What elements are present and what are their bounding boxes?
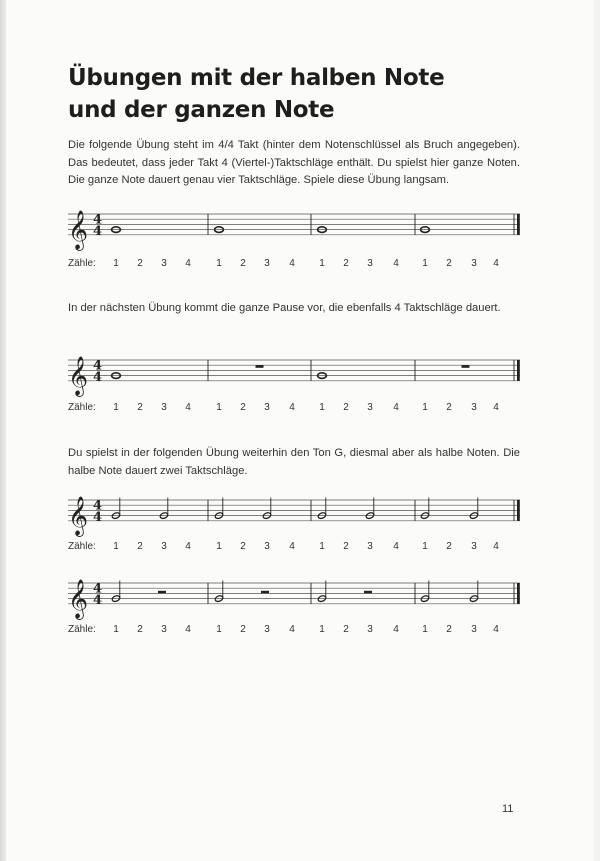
beat-number: 4 — [493, 258, 499, 269]
beat-number: 1 — [319, 624, 325, 635]
beat-number: 3 — [471, 624, 477, 635]
beat-number: 1 — [422, 541, 428, 552]
beat-number: 1 — [113, 624, 119, 635]
beat-number: 1 — [422, 624, 428, 635]
beat-number: 2 — [343, 402, 349, 413]
beat-number: 4 — [185, 624, 191, 635]
whole-rest — [256, 365, 264, 368]
final-bar-thick — [517, 214, 520, 235]
beat-number: 1 — [113, 258, 119, 269]
beat-number: 4 — [185, 541, 191, 552]
beat-number: 3 — [264, 541, 270, 552]
time-signature-top: 4 — [93, 212, 103, 228]
final-bar-thick — [517, 360, 520, 381]
beat-number: 1 — [319, 541, 325, 552]
count-label: Zähle: — [68, 258, 96, 269]
beat-number: 2 — [137, 258, 143, 269]
beat-number: 4 — [493, 624, 499, 635]
beat-number: 3 — [367, 541, 373, 552]
count-row — [0, 541, 600, 555]
beat-number: 1 — [319, 402, 325, 413]
beat-number: 3 — [264, 402, 270, 413]
beat-number: 1 — [216, 258, 222, 269]
beat-number: 2 — [446, 402, 452, 413]
beat-number: 2 — [137, 624, 143, 635]
beat-number: 1 — [113, 541, 119, 552]
title-line-1: Übungen mit der halben Note — [68, 65, 445, 91]
beat-number: 1 — [216, 541, 222, 552]
count-label: Zähle: — [68, 624, 96, 635]
beat-number: 4 — [393, 402, 399, 413]
beat-number: 1 — [216, 624, 222, 635]
treble-clef-icon: 𝄞 — [68, 578, 89, 619]
count-row — [0, 402, 600, 416]
beat-number: 2 — [446, 258, 452, 269]
beat-number: 3 — [161, 541, 167, 552]
count-label: Zähle: — [68, 541, 96, 552]
time-signature-top: 4 — [93, 358, 103, 374]
treble-clef-icon: 𝄞 — [68, 495, 89, 536]
beat-number: 2 — [343, 541, 349, 552]
beat-number: 3 — [264, 258, 270, 269]
beat-number: 4 — [289, 541, 295, 552]
beat-number: 1 — [319, 258, 325, 269]
beat-number: 2 — [446, 541, 452, 552]
treble-clef-icon: 𝄞 — [68, 209, 89, 250]
page-number: 11 — [502, 803, 514, 815]
beat-number: 3 — [161, 402, 167, 413]
title-line-2: und der ganzen Note — [68, 97, 335, 123]
beat-number: 2 — [240, 624, 246, 635]
count-row — [0, 258, 600, 272]
beat-number: 2 — [137, 541, 143, 552]
beat-number: 1 — [113, 402, 119, 413]
beat-number: 3 — [367, 624, 373, 635]
beat-number: 1 — [422, 258, 428, 269]
beat-number: 1 — [422, 402, 428, 413]
beat-number: 4 — [185, 402, 191, 413]
beat-number: 3 — [367, 402, 373, 413]
paragraph-intro: Die folgende Übung steht im 4/4 Takt (hinter dem Notenschlüssel als Bruch angegeben). Das bedeutet, dass jeder Takt 4 (Viertel-)Taktschläge enthält. Du spielst hier ganze Noten. Die ganze Note dauert genau vier Taktschläge. Spiele diese Übung langsam. — [68, 139, 520, 186]
count-label: Zähle: — [68, 402, 96, 413]
beat-number: 2 — [240, 541, 246, 552]
beat-number: 3 — [367, 258, 373, 269]
beat-number: 4 — [185, 258, 191, 269]
count-row — [0, 624, 600, 638]
time-signature-bottom: 4 — [93, 223, 103, 239]
beat-number: 4 — [289, 624, 295, 635]
whole-rest — [462, 365, 470, 368]
beat-number: 4 — [393, 624, 399, 635]
beat-number: 4 — [393, 258, 399, 269]
beat-number: 2 — [240, 402, 246, 413]
beat-number: 4 — [289, 258, 295, 269]
beat-number: 3 — [161, 624, 167, 635]
beat-number: 2 — [446, 624, 452, 635]
paragraph-half-notes: Du spielst in der folgenden Übung weiterhin den Ton G, diesmal aber als halbe Noten. Die halbe Note dauert zwei Taktschläge. — [68, 447, 520, 477]
beat-number: 3 — [161, 258, 167, 269]
treble-clef-icon: 𝄞 — [68, 355, 89, 396]
final-bar-thick — [517, 500, 520, 521]
beat-number: 4 — [493, 402, 499, 413]
beat-number: 1 — [216, 402, 222, 413]
time-signature-bottom: 4 — [93, 369, 103, 385]
beat-number: 3 — [471, 258, 477, 269]
time-signature-bottom: 4 — [93, 509, 103, 525]
paragraph-whole-rest: In der nächsten Übung kommt die ganze Pause vor, die ebenfalls 4 Taktschläge dauert. — [68, 302, 501, 314]
beat-number: 2 — [137, 402, 143, 413]
beat-number: 2 — [343, 258, 349, 269]
beat-number: 4 — [393, 541, 399, 552]
final-bar-thick — [517, 583, 520, 604]
half-rest — [364, 591, 372, 594]
beat-number: 3 — [264, 624, 270, 635]
beat-number: 4 — [289, 402, 295, 413]
half-rest — [158, 591, 166, 594]
time-signature-top: 4 — [93, 498, 103, 514]
beat-number: 2 — [240, 258, 246, 269]
beat-number: 3 — [471, 402, 477, 413]
beat-number: 3 — [471, 541, 477, 552]
time-signature-top: 4 — [93, 581, 103, 597]
beat-number: 2 — [343, 624, 349, 635]
half-rest — [261, 591, 269, 594]
beat-number: 4 — [493, 541, 499, 552]
time-signature-bottom: 4 — [93, 592, 103, 608]
